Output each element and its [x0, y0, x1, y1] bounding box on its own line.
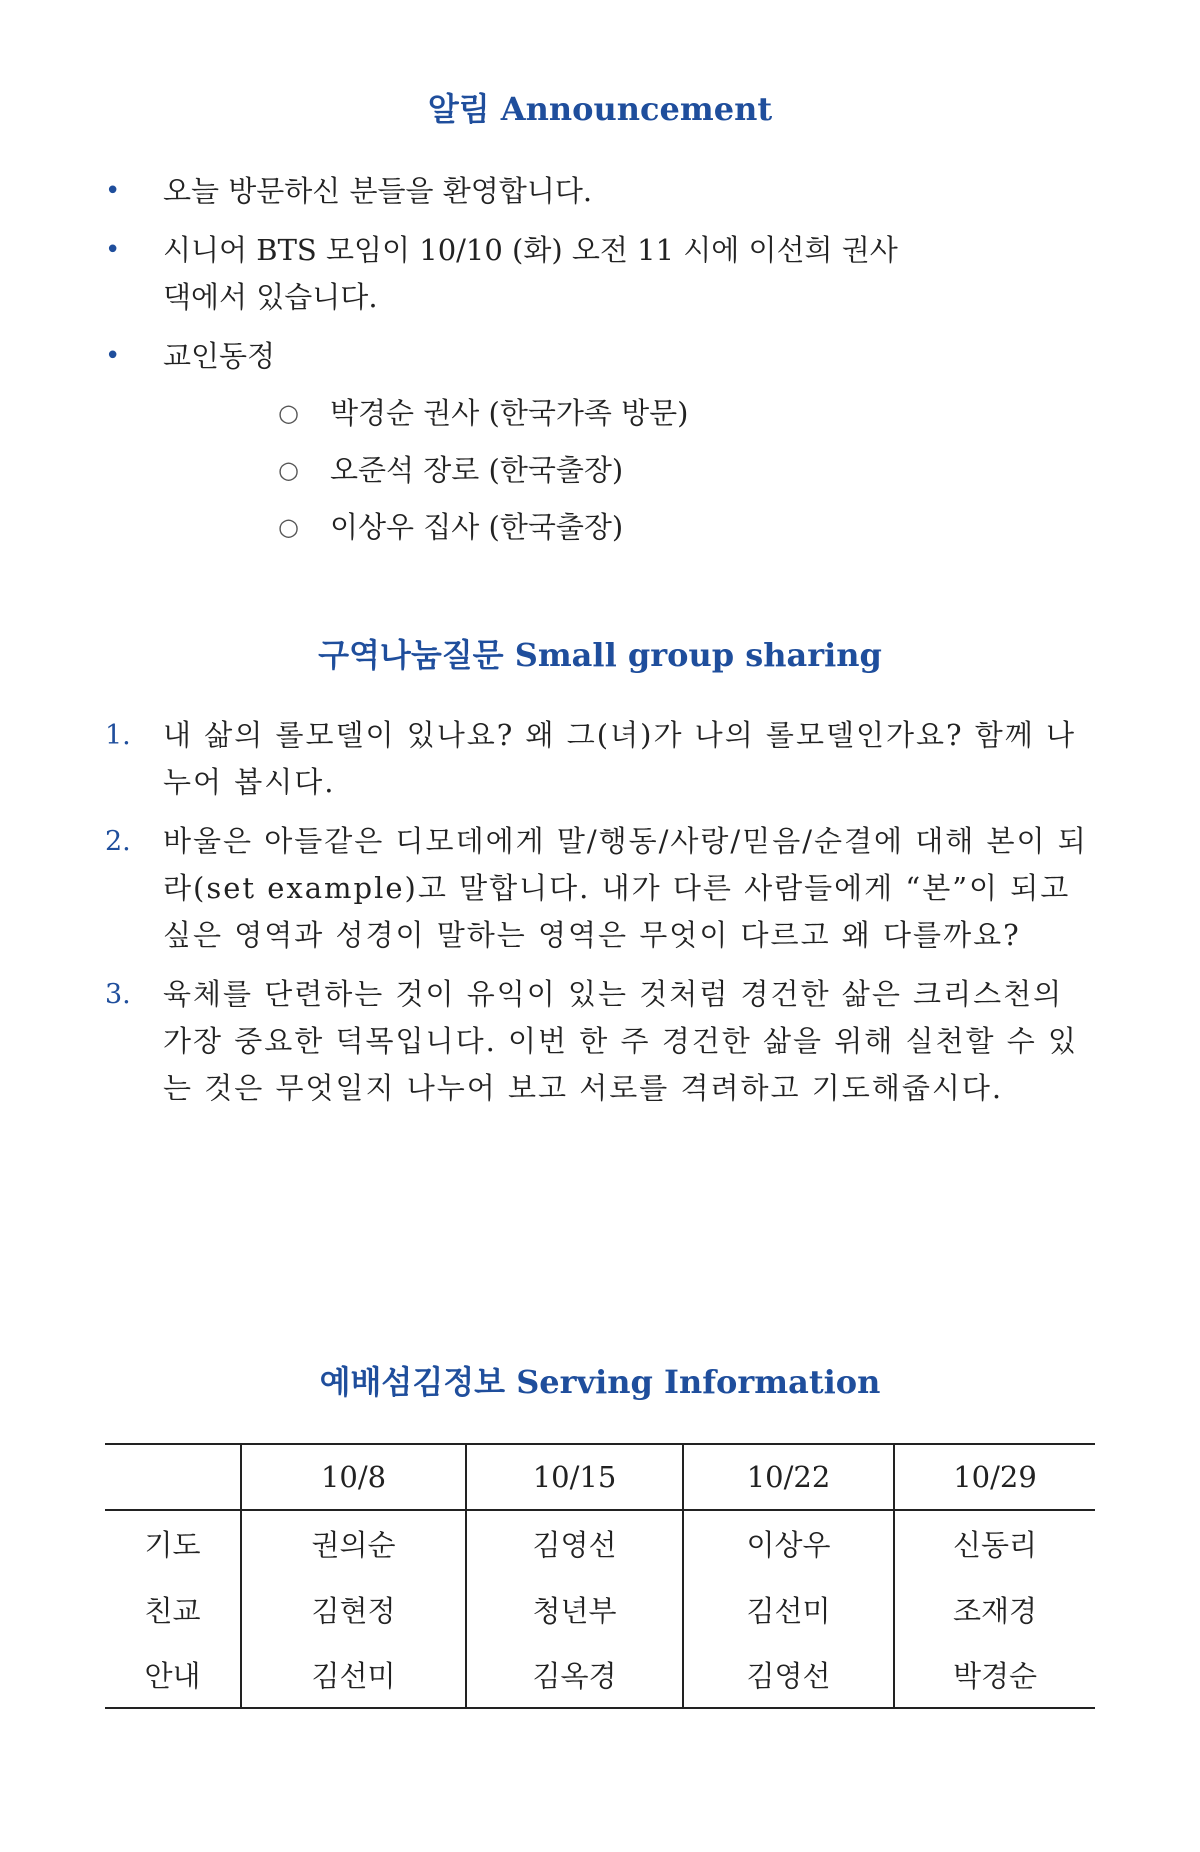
member-news-item [278, 504, 1105, 551]
question-number: 3. [105, 979, 131, 1010]
bullet-icon: • [105, 176, 121, 206]
announcement-item [105, 227, 1105, 321]
sharing-question [105, 971, 1095, 1112]
serving-table [105, 1443, 1095, 1709]
question-text: 내 삶의 롤모델이 있나요? 왜 그(녀)가 나의 롤모델인가요? 함께 나누어 봅시다. [163, 718, 1077, 799]
announcement-item [105, 168, 1105, 215]
name-cell: 김선미 [241, 1642, 466, 1708]
name-cell: 김현정 [241, 1576, 466, 1642]
announcement-item [105, 333, 1105, 551]
member-news-item [278, 390, 1105, 437]
question-text: 육체를 단련하는 것이 유익이 있는 것처럼 경건한 삶은 크리스천의 가장 중요한 덕목입니다. 이번 한 주 경건한 삶을 위해 실천할 수 있는 것은 무엇일지 나누어 보고 서로를 격려하고 기도해줍시다. [163, 977, 1078, 1105]
date-header: 10/15 [466, 1444, 683, 1510]
name-cell: 신동리 [952, 1528, 1038, 1562]
member-news-item [278, 447, 1105, 494]
sharing-question [105, 818, 1095, 959]
name-cell: 김선미 [683, 1576, 894, 1642]
name-cell: 김옥경 [466, 1642, 683, 1708]
member-news-list [163, 390, 1105, 551]
sharing-question [105, 712, 1095, 806]
name-cell: 김영선 [466, 1510, 683, 1576]
circle-bullet-icon: ○ [278, 513, 299, 541]
table-row [105, 1510, 1095, 1576]
date-header: 10/8 [241, 1444, 466, 1510]
sharing-question-list [105, 712, 1095, 1124]
serving-heading: 예배섬김정보 Serving Information [319, 1363, 881, 1401]
question-text: 바울은 아들같은 디모데에게 말/행동/사랑/믿음/순결에 대해 본이 되라(set example)고 말합니다. 내가 다른 사람들에게 “본”이 되고 싶은 영역과 성경이 말하는 영역은 무엇이 다르고 왜 다를까요? [163, 824, 1088, 952]
circle-bullet-icon: ○ [278, 399, 299, 427]
announcement-list [105, 168, 1105, 563]
name-cell: 박경순 [952, 1659, 1038, 1693]
question-number: 2. [105, 826, 131, 857]
name-cell: 조재경 [952, 1593, 1038, 1628]
name-cell: 이상우 [683, 1510, 894, 1576]
member-news-text: 박경순 권사 (한국가족 방문) [330, 396, 689, 430]
announcement-text: 시니어 BTS 모임이 10/10 (화) 오전 11 시에 이선희 권사댁에서 있습니다. [163, 233, 898, 314]
sharing-heading: 구역나눔질문 Small group sharing [318, 636, 882, 674]
header-corner-cell [105, 1444, 241, 1510]
role-cell: 친교 [105, 1576, 241, 1642]
date-header: 10/22 [683, 1444, 894, 1510]
announcement-text: 교인동정 [163, 339, 276, 373]
role-cell: 안내 [105, 1642, 241, 1708]
role-cell: 기도 [105, 1510, 241, 1576]
name-cell: 청년부 [466, 1576, 683, 1642]
member-news-text: 이상우 집사 (한국출장) [330, 510, 624, 544]
name-cell: 김영선 [683, 1642, 894, 1708]
name-cell: 권의순 [241, 1510, 466, 1576]
bullet-icon: • [105, 341, 121, 371]
circle-bullet-icon: ○ [278, 456, 299, 484]
date-header: 10/29 [953, 1460, 1037, 1494]
question-number: 1. [105, 720, 131, 751]
announcement-text: 오늘 방문하신 분들을 환영합니다. [163, 174, 593, 208]
bullet-icon: • [105, 235, 121, 265]
table-row [105, 1642, 1095, 1708]
announcement-heading: 알림 Announcement [427, 90, 773, 128]
table-row [105, 1576, 1095, 1642]
member-news-text: 오준석 장로 (한국출장) [330, 453, 624, 487]
table-header-row [105, 1444, 1095, 1510]
